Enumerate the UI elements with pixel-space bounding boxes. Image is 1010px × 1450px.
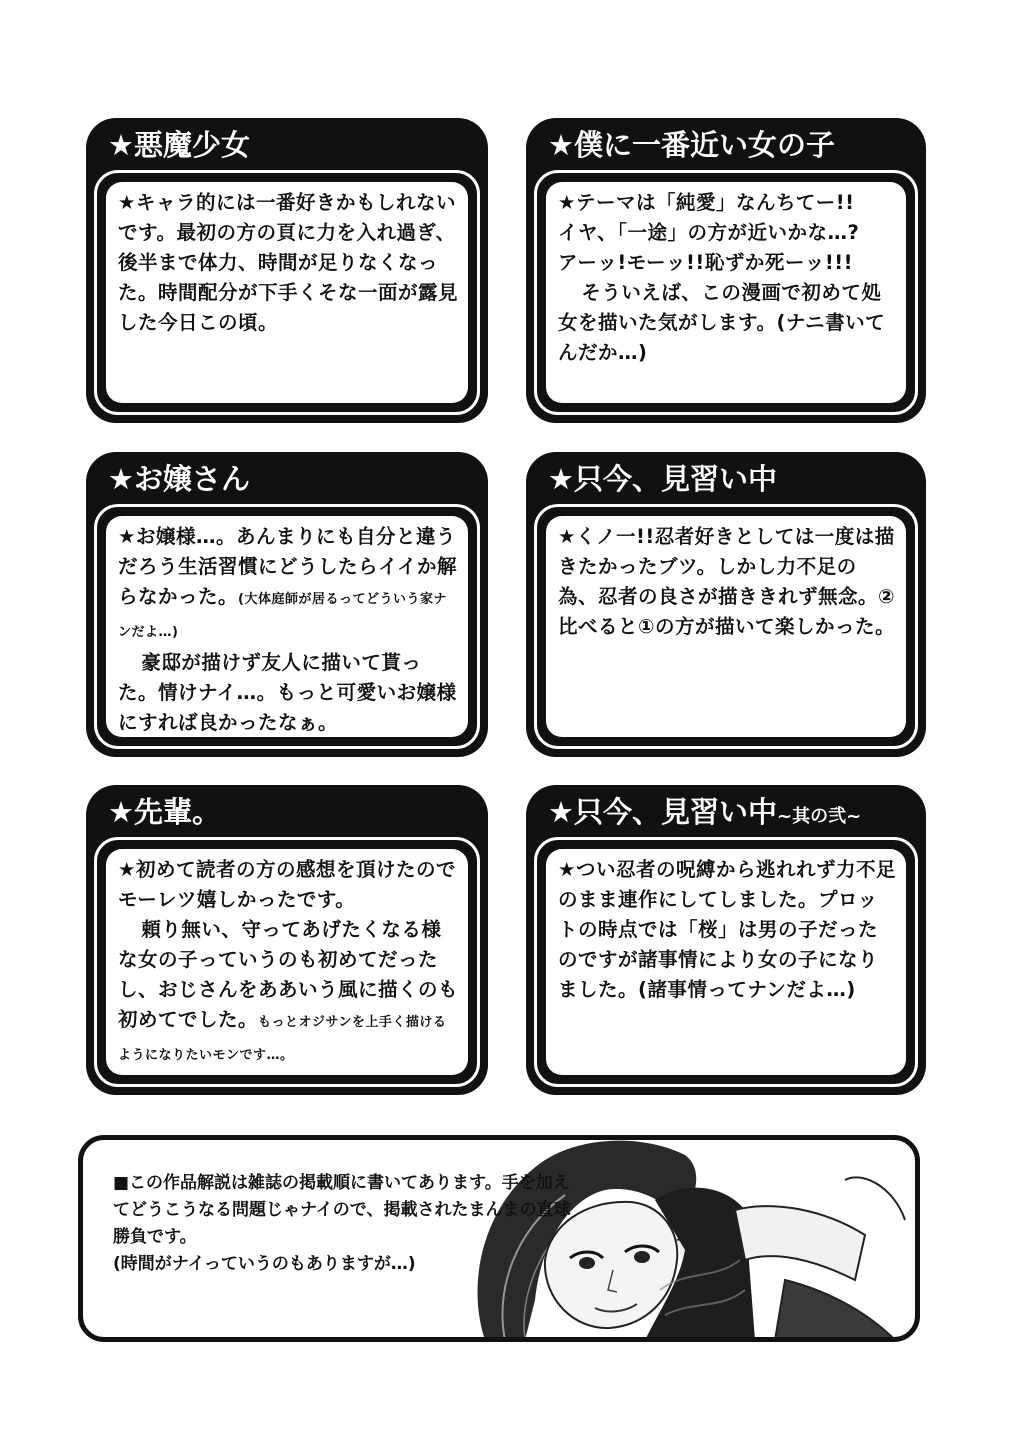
panel-body [106, 849, 468, 1075]
panel-minarai-chuu-sono-ni [526, 785, 926, 1095]
author-note-text: ■この作品解説は雑誌の掲載順に書いてあります。手を加えてどうこうなる問題じゃナイので、掲載されたまんまの直球勝負です。 (時間がナイっていうのもありますが…) [113, 1173, 571, 1274]
paragraph-small-text: (大体庭師が居るってどういう家ナンだよ…) [118, 592, 447, 640]
panel-title-main: ★只今、見習い中 [548, 795, 777, 829]
panel-title [548, 793, 861, 836]
panel-subtitle: ~其の弐~ [777, 806, 862, 827]
panel-body [106, 182, 468, 403]
panel-paragraph [118, 915, 458, 1071]
panel-paragraph: 豪邸が描けず友人に描いて貰った。情けナイ…。もっと可愛いお嬢様にすれば良かったなぁ。 [118, 651, 457, 734]
panel-minarai-chuu [526, 452, 926, 757]
panel-paragraph: ★テーマは「純愛」なんちてー!! イヤ、「一途」の方が近いかな…? アーッ!モーッ!!恥ずか死ーッ!!! [558, 191, 860, 274]
panel-title: ★只今、見習い中 [548, 462, 777, 496]
panel-boku-ni-ichiban [526, 118, 926, 423]
panel-paragraph: ★キャラ的には一番好きかもしれないです。最初の方の頁に力を入れ過ぎ、後半まで体力、時間が足りなくなった。時間配分が下手くそな一面が露見した今日この頃。 [118, 191, 459, 334]
panel-title: ★悪魔少女 [108, 128, 250, 162]
panel-body [546, 182, 906, 403]
panel-title: ★お嬢さん [108, 462, 250, 496]
author-note-box [78, 1135, 920, 1342]
panel-paragraph: ★つい忍者の呪縛から逃れれず力不足のまま連作にしてしました。プロットの時点では「桜」は男の子だったのですが諸事情により女の子になりました。(諸事情ってナンだよ…) [558, 858, 896, 1001]
panel-body [546, 849, 906, 1075]
paragraph-main-text: ★お嬢様…。あんまりにも自分と違うだろう生活習慣にどうしたらイイか解らなかった。 [118, 525, 458, 608]
panel-akuma-shoujo [86, 118, 488, 423]
panel-paragraph: そういえば、この漫画で初めて処女を描いた気がします。(ナニ書いてんだか…) [558, 281, 886, 364]
panel-title: ★先輩。 [108, 795, 221, 829]
panel-title: ★僕に一番近い女の子 [548, 128, 835, 162]
panel-paragraph [118, 522, 458, 648]
panel-paragraph: ★初めて読者の方の感想を頂けたのでモーレツ嬉しかったです。 [118, 858, 456, 911]
panel-body [106, 516, 468, 737]
paragraph-small-text: もっとオジサンを上手く描けるようになりたいモンです…。 [118, 1015, 447, 1063]
panel-body [546, 516, 906, 737]
panel-senpai [86, 785, 488, 1095]
paragraph-main-text: 頼り無い、守ってあげたくなる様な女の子っていうのも初めてだったし、おじさんをああいう風に描くのも初めてでした。 [118, 918, 459, 1031]
panel-paragraph: ★くノ一!!忍者好きとしては一度は描きたかったブツ。しかし力不足の為、忍者の良さが描ききれず無念。②比べると①の方が描いて楽しかった。 [558, 525, 896, 638]
panel-ojousan [86, 452, 488, 757]
